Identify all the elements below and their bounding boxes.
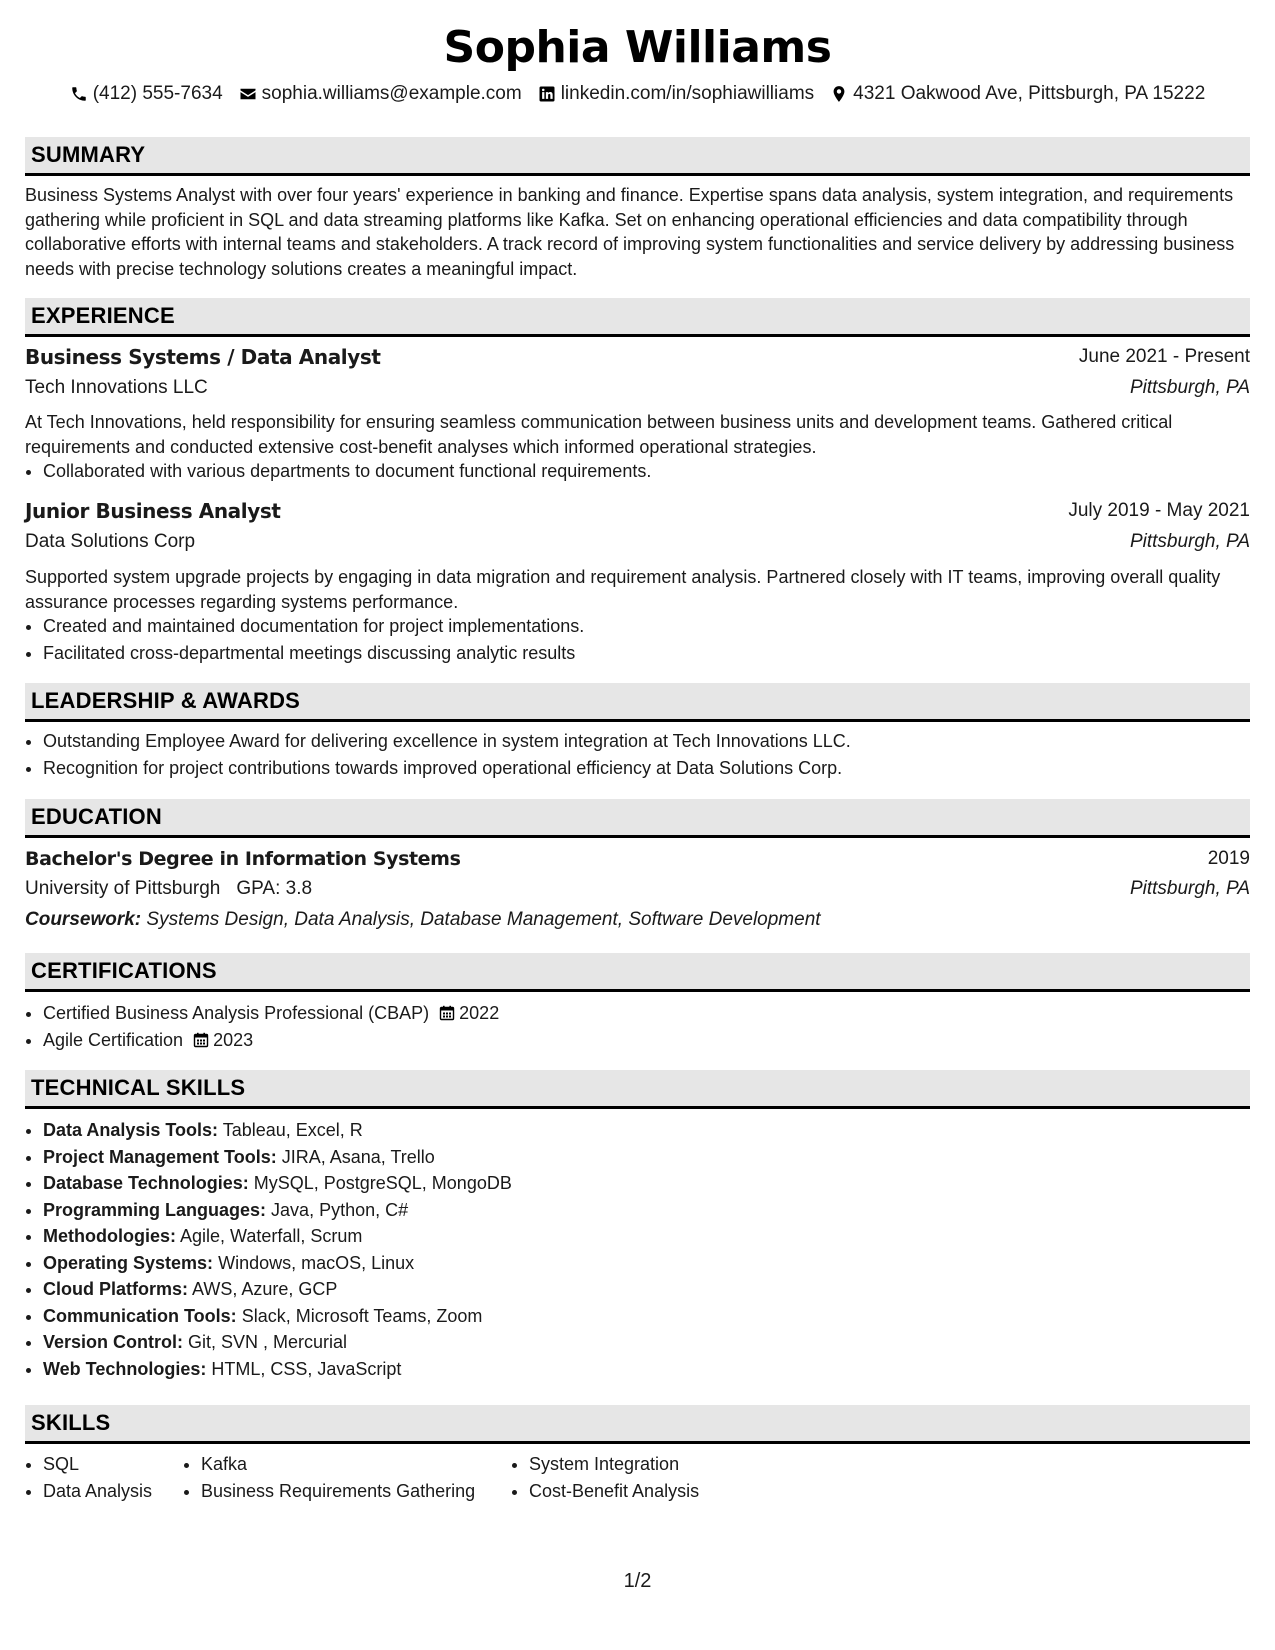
skill-category: Project Management Tools: — [43, 1146, 277, 1167]
skill-values: Agile, Waterfall, Scrum — [180, 1226, 363, 1246]
coursework — [25, 906, 1250, 934]
phone-text: (412) 555-7634 — [92, 83, 223, 104]
list-item — [43, 1223, 512, 1250]
section-title: SKILLS — [31, 1410, 111, 1435]
cert-name: Certified Business Analysis Professional (CBAP) — [43, 1003, 430, 1023]
skill-values: AWS, Azure, GCP — [192, 1279, 338, 1299]
list-item — [43, 1356, 512, 1383]
skills-column-2 — [183, 1451, 475, 1504]
skill-category: Operating Systems: — [43, 1252, 214, 1273]
education-subheader — [25, 875, 1250, 903]
leadership-list — [25, 728, 851, 781]
skill-values: Tableau, Excel, R — [222, 1120, 363, 1140]
school-location: Pittsburgh, PA — [1129, 878, 1250, 899]
skill-category: Data Analysis Tools: — [43, 1120, 219, 1140]
contact-bar — [25, 80, 1250, 108]
cert-year: 2022 — [459, 1003, 500, 1023]
section-header-skills — [25, 1405, 1250, 1444]
skill-values: Git, SVN , Mercurial — [188, 1332, 348, 1352]
coursework-label: Coursework: — [25, 909, 142, 930]
technical-skills-list — [25, 1117, 512, 1382]
email-text[interactable]: sophia.williams@example.com — [261, 83, 522, 104]
list-item: • Collaborated with various departments to document functional requirements. — [43, 458, 651, 485]
contact-email[interactable] — [239, 83, 522, 105]
list-item: • Data Analysis — [43, 1478, 152, 1505]
skill-category: Version Control: — [43, 1332, 184, 1352]
job-company: Tech Innovations LLC — [25, 377, 208, 398]
phone-icon — [70, 85, 88, 103]
skill-category: Web Technologies: — [43, 1358, 207, 1379]
list-item — [43, 1000, 499, 1027]
degree: Bachelor's Degree in Information Systems — [25, 848, 461, 870]
job-title: Business Systems / Data Analyst — [25, 345, 381, 369]
coursework-text: Systems Design, Data Analysis, Database Management, Software Development — [146, 909, 821, 930]
linkedin-text[interactable]: linkedin.com/in/sophiawilliams — [560, 83, 815, 104]
list-item: • Cost-Benefit Analysis — [529, 1478, 699, 1505]
skill-values: Java, Python, C# — [271, 1199, 409, 1220]
list-item — [43, 1276, 512, 1303]
summary-text: Business Systems Analyst with over four years' experience in banking and finance. Expertise spans data analysis, system integration, and requirements gathering while proficient in SQL and data streaming platforms like Kafka. Set on enhancing operational efficiencies and data compatibility through collaborative efforts with internal teams and stakeholders. A track record of improving system functionalities and service delivery by addressing business needs with precise technology solutions creates a meaningful impact. — [25, 185, 1235, 279]
section-title: SUMMARY — [31, 142, 146, 167]
section-header-certifications — [25, 953, 1250, 992]
job-dates: June 2021 - Present — [1078, 346, 1250, 367]
contact-phone — [70, 83, 223, 105]
skill-values: HTML, CSS, JavaScript — [211, 1358, 402, 1379]
list-item — [43, 1329, 512, 1356]
calendar-icon — [439, 1005, 455, 1021]
job-dates: July 2019 - May 2021 — [1068, 500, 1250, 521]
map-pin-icon — [830, 85, 848, 103]
linkedin-icon — [538, 85, 556, 103]
job-title: Junior Business Analyst — [25, 499, 281, 523]
list-item: • Facilitated cross-departmental meetings discussing analytic results — [43, 640, 584, 667]
education-header — [25, 845, 1250, 873]
contact-address — [830, 83, 1205, 105]
address-text: 4321 Oakwood Ave, Pittsburgh, PA 15222 — [853, 83, 1206, 104]
section-header-experience — [25, 298, 1250, 337]
list-item — [43, 1117, 512, 1144]
job-2-bullets — [25, 613, 584, 666]
skill-values: Windows, macOS, Linux — [218, 1252, 415, 1273]
job-location: Pittsburgh, PA — [1129, 531, 1250, 552]
list-item — [43, 1197, 512, 1224]
skill-category: Database Technologies: — [43, 1173, 249, 1193]
section-title: EXPERIENCE — [31, 303, 175, 328]
skill-values: JIRA, Asana, Trello — [281, 1146, 435, 1167]
section-title: EDUCATION — [31, 804, 162, 829]
list-item: • Created and maintained documentation for project implementations. — [43, 613, 584, 640]
skills-column-1 — [25, 1451, 152, 1504]
list-item — [43, 1027, 499, 1054]
list-item — [43, 1170, 512, 1197]
job-2-subheader — [25, 528, 1250, 556]
job-1-subheader — [25, 374, 1250, 402]
list-item: • Outstanding Employee Award for delivering excellence in system integration at Tech Innovations LLC. — [43, 728, 851, 755]
list-item: • Business Requirements Gathering — [201, 1478, 475, 1505]
job-1-header — [25, 343, 1250, 371]
graduation-year: 2019 — [1207, 848, 1250, 869]
certifications-list — [25, 1000, 499, 1053]
list-item: • System Integration — [529, 1451, 699, 1478]
job-2-header — [25, 497, 1250, 525]
calendar-icon — [193, 1032, 209, 1048]
gpa: GPA: 3.8 — [236, 878, 313, 899]
skill-category: Cloud Platforms: — [43, 1279, 189, 1299]
skills-column-3 — [511, 1451, 699, 1504]
job-company: Data Solutions Corp — [25, 531, 196, 552]
list-item — [43, 1250, 512, 1277]
job-description: At Tech Innovations, held responsibility for ensuring seamless communication between business units and development teams. Gathered critical requirements and conducted extensive cost-benefit analyses which informed operational strategies. — [25, 412, 1173, 457]
job-location: Pittsburgh, PA — [1129, 377, 1250, 398]
section-title: TECHNICAL SKILLS — [31, 1075, 246, 1100]
skill-category: Programming Languages: — [43, 1199, 267, 1220]
cert-name: Agile Certification — [43, 1029, 184, 1050]
list-item: • Kafka — [201, 1451, 475, 1478]
section-title: LEADERSHIP & AWARDS — [31, 688, 301, 713]
section-header-leadership — [25, 683, 1250, 722]
section-header-technical-skills — [25, 1070, 1250, 1109]
page-number: 1/2 — [623, 1570, 652, 1592]
section-header-education — [25, 799, 1250, 838]
section-title: CERTIFICATIONS — [31, 958, 217, 983]
contact-linkedin[interactable] — [538, 83, 814, 105]
envelope-icon — [239, 85, 257, 103]
school-line — [25, 878, 312, 900]
list-item: • SQL — [43, 1451, 152, 1478]
cert-year: 2023 — [213, 1029, 254, 1050]
candidate-name: Sophia Williams — [443, 22, 832, 73]
school: University of Pittsburgh — [25, 878, 221, 899]
skill-values: Slack, Microsoft Teams, Zoom — [241, 1305, 483, 1326]
job-1-bullets — [25, 458, 651, 485]
job-description: Supported system upgrade projects by engaging in data migration and requirement analysis. Partnered closely with IT teams, improving overall quality assurance processes regarding systems performance. — [25, 567, 1221, 612]
list-item — [43, 1303, 512, 1330]
list-item: • Recognition for project contributions towards improved operational efficiency at Data Solutions Corp. — [43, 755, 851, 782]
skill-values: MySQL, PostgreSQL, MongoDB — [253, 1173, 512, 1193]
list-item — [43, 1144, 512, 1171]
section-header-summary — [25, 137, 1250, 176]
skill-category: Methodologies: — [43, 1226, 176, 1246]
skill-category: Communication Tools: — [43, 1305, 237, 1326]
